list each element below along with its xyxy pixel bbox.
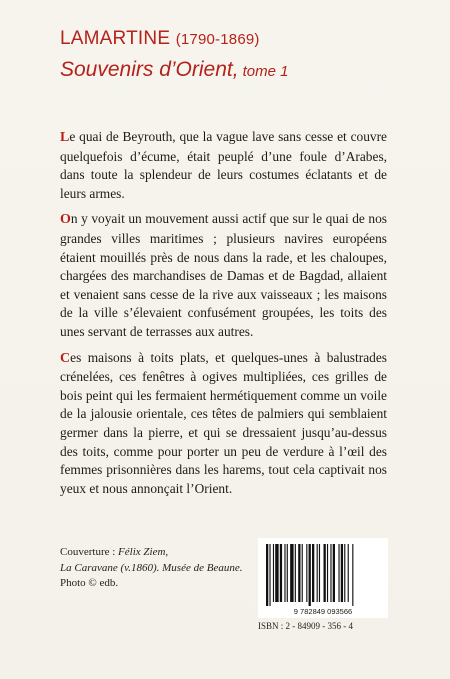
- barcode-bar: [338, 544, 339, 602]
- barcode-icon: [258, 538, 388, 618]
- barcode-bar: [269, 544, 270, 606]
- barcode-bar: [344, 544, 345, 602]
- barcode-bar: [284, 544, 285, 602]
- excerpt-paragraph-2: [60, 210, 387, 341]
- book-tome: tome 1: [242, 63, 289, 80]
- barcode-bar: [330, 544, 331, 602]
- barcode-bar: [341, 544, 343, 602]
- dropcap-2: O: [60, 212, 71, 228]
- author-name: LAMARTINE: [60, 28, 171, 49]
- dropcap-3: C: [60, 350, 71, 366]
- barcode-bar: [327, 544, 328, 602]
- excerpt-paragraph-3: [60, 349, 387, 499]
- barcode-bar: [280, 544, 282, 602]
- barcode-bar: [290, 544, 293, 602]
- barcode-bar: [317, 544, 318, 602]
- barcode-bar: [273, 544, 274, 602]
- barcode-bar: [287, 544, 288, 602]
- barcode-bar: [306, 544, 307, 602]
- paragraph-2-text: n y voyait un mouvement aussi actif que sur le quai de nos grandes villes maritimes ; plusieurs navires européens étaient mouillés près de nous dans la rade, et les chaloupes, chargées des marchandises de Damas et de Bagdad, allaient et venaient sans cesse de la rive aux vaisseaux ; les maisons de la ville s’élevaient confusément groupées, les toits des unes servant de terrasses aux autres.: [60, 211, 387, 339]
- credits-line-1: [60, 545, 260, 561]
- barcode-bar: [309, 544, 311, 606]
- barcode: [258, 538, 388, 618]
- barcode-bar: [295, 544, 296, 602]
- barcode-bar: [319, 544, 320, 602]
- cover-header: [60, 28, 430, 85]
- excerpt-text: [60, 128, 387, 505]
- author-line: [60, 28, 430, 51]
- credits-label: Couverture :: [60, 546, 119, 558]
- credits-line-3: Photo © edb.: [60, 577, 119, 589]
- barcode-bar: [324, 544, 326, 602]
- isbn-label: ISBN : 2 - 84909 - 356 - 4: [258, 621, 353, 631]
- excerpt-paragraph-1: [60, 128, 387, 203]
- credits-artist: Félix Ziem,: [118, 546, 169, 558]
- dropcap-1: L: [60, 130, 70, 145]
- barcode-bar: [312, 544, 314, 602]
- paragraph-3-text: es maisons à toits plats, et quelques-unes à balustrades crénelées, ces fenêtres à ogives multipliées, ces grilles de bois peint qui les fermaient hermétiquement comme un voile de la jalousie orientale, ces têtes de palmiers qui semblaient germer dans la pierre, et qui se dressaient jusqu’au-dessus des toits, comme pour porter un peu de verdure à l’œil des femmes prisonnières dans les harems, tout cela captivait nos yeux et nous annonçait l’Orient.: [60, 349, 387, 496]
- barcode-bar: [348, 544, 349, 602]
- barcode-bar: [266, 544, 268, 606]
- cover-credits: [60, 545, 260, 592]
- author-dates: (1790-1869): [175, 31, 260, 48]
- barcode-bar: [302, 544, 303, 602]
- paragraph-1-text: e quai de Beyrouth, que la vague lave sans cesse et couvre quelquefois d’écume, était peuplé d’une foule d’Arabes, dans toute la splendeur de leurs costumes éclatants et de leurs armes.: [60, 129, 387, 201]
- barcode-bar: [352, 544, 353, 606]
- barcode-bar: [333, 544, 335, 602]
- credits-line-2: La Caravane (v.1860). Musée de Beaune.: [60, 561, 243, 574]
- book-title-line: [60, 57, 430, 85]
- book-title: Souvenirs d’Orient,: [60, 58, 239, 81]
- barcode-digits: 9 782849 093566: [293, 607, 353, 616]
- barcode-bar: [298, 544, 300, 602]
- barcode-bar: [275, 544, 278, 602]
